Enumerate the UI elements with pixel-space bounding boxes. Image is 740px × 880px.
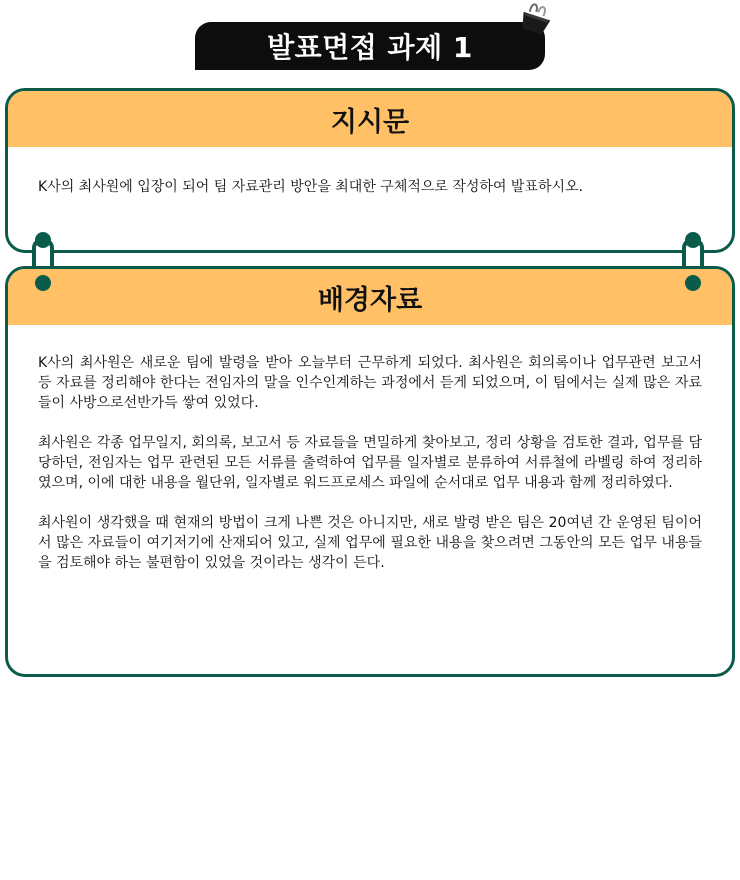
background-body bbox=[8, 325, 732, 573]
background-card bbox=[5, 266, 735, 677]
instruction-heading: 지시문 bbox=[8, 91, 732, 147]
page-title-text: 발표면접 과제 1 bbox=[267, 31, 473, 64]
ring-dot bbox=[685, 232, 701, 248]
ring-dot bbox=[35, 275, 51, 291]
background-paragraph: K사의 최사원은 새로운 팀에 발령을 받아 오늘부터 근무하게 되었다. 최사원은 회의록이나 업무관련 보고서 등 자료를 정리해야 한다는 전임자의 말을 인수인계하는 과정에서 듣게 되었으며, 이 팀에서는 실제 많은 자료들이 사방으로선반가득 쌓여 있었다. bbox=[38, 355, 702, 411]
instruction-card bbox=[5, 88, 735, 253]
background-paragraph: 최사원이 생각했을 때 현재의 방법이 크게 나쁜 것은 아니지만, 새로 발령 받은 팀은 20여년 간 운영된 팀이어서 많은 자료들이 여기저기에 산재되어 있고, 실제 업무에 필요한 내용을 찾으려면 그동안의 모든 업무 내용들을 검토해야 하는 불편함이 있었을 것이라는 생각이 든다. bbox=[38, 515, 702, 571]
instruction-body bbox=[8, 147, 732, 197]
background-heading: 배경자료 bbox=[8, 269, 732, 325]
ring-dot bbox=[35, 232, 51, 248]
background-paragraph: 최사원은 각종 업무일지, 회의록, 보고서 등 자료들을 면밀하게 찾아보고, 정리 상황을 검토한 결과, 업무를 담당하던, 전임자는 업무 관련된 모든 서류를 출력하여 업무를 일자별로 분류하여 서류철에 라벨링 하여 정리하였으며, 이에 대한 내용을 월단위, 일자별로 워드프로세스 파일에 순서대로 업무 내용과 함께 정리하였다. bbox=[38, 435, 702, 491]
instruction-text: K사의 최사원에 입장이 되어 팀 자료관리 방안을 최대한 구체적으로 작성하여 발표하시오. bbox=[38, 179, 583, 195]
binder-clip-icon bbox=[516, 2, 556, 36]
page-title bbox=[195, 22, 545, 70]
ring-dot bbox=[685, 275, 701, 291]
